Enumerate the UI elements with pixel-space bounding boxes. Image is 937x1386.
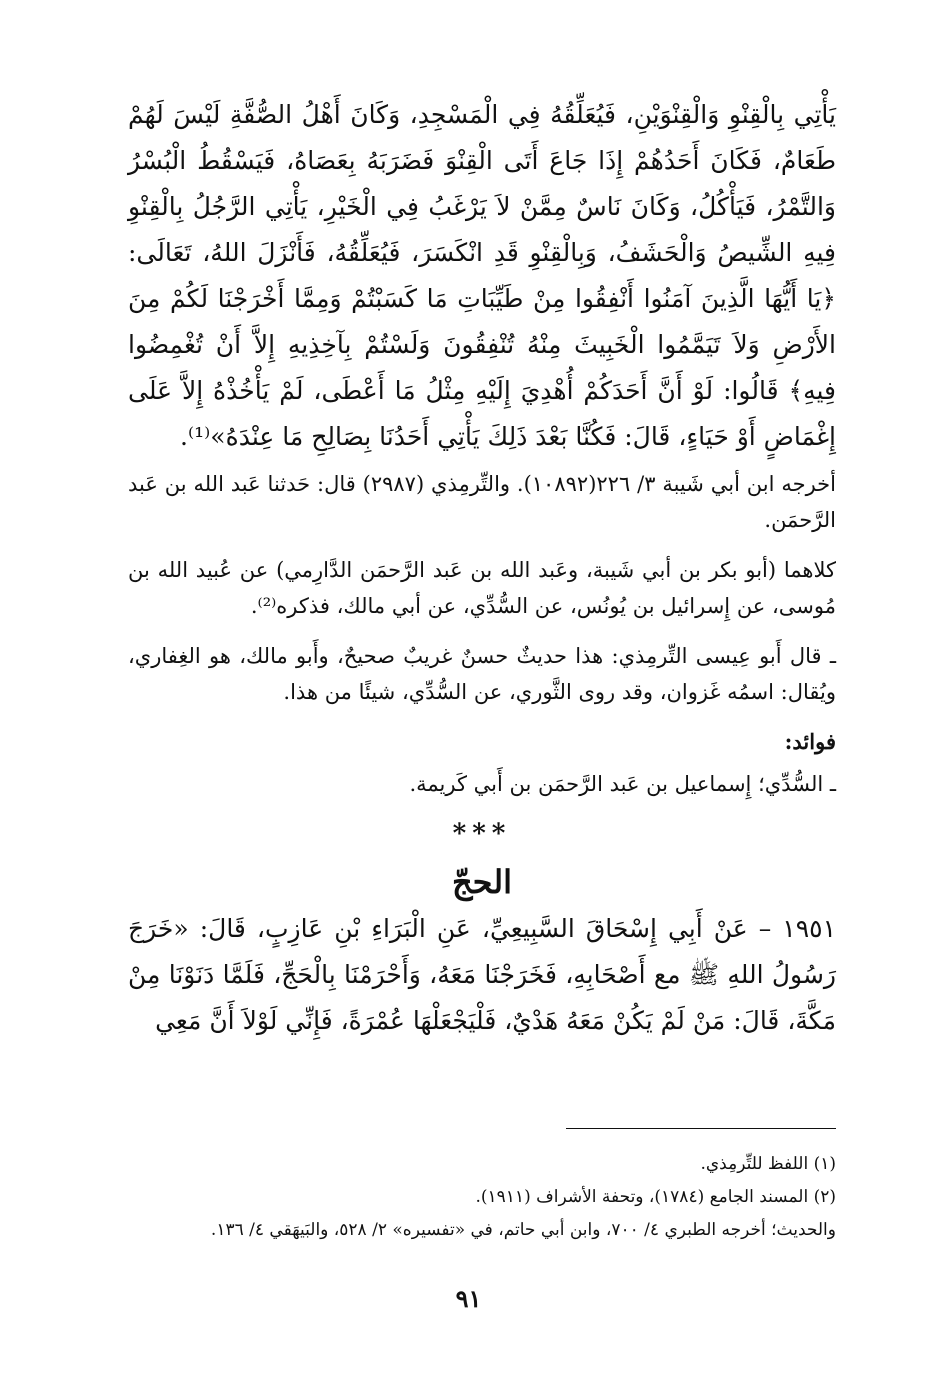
takhrij-paragraph: أخرجه ابن أبي شَيبة ٣/ ٢٢٦(١٠٨٩٢). والتِّرمِذي (٢٩٨٧) قال: حَدثنا عَبد الله بن عَبد الرَّحمَن.	[128, 472, 836, 532]
footnote-divider	[566, 1128, 836, 1129]
page-body	[128, 92, 836, 1044]
footnotes	[150, 1148, 836, 1247]
fawaid-item: ـ السُّدِّي؛ إِسماعيل بن عَبد الرَّحمَن بن أَبي كَريمة.	[409, 772, 836, 796]
tirmidhi-comment-paragraph: ـ قال أَبو عِيسى التِّرمِذي: هذا حديثٌ حسنٌ غريبٌ صحيحٌ، وأَبو مالك، هو الغِفاري، ويُقال: اسمُه غَزوان، وقد روى الثَّوري، عن السُّدِّي، شيئًا من هذا.	[128, 644, 836, 704]
section-separator: ***	[452, 819, 512, 849]
chapter-title: الحجّ	[452, 863, 512, 901]
footnote-2: (٢) المسند الجامع (١٧٨٤)، وتحفة الأشراف (١٩١١).	[475, 1187, 836, 1207]
footnote-2-continuation: والحديث؛ أخرجه الطبري ٤/ ٧٠٠، وابن أبي حاتم، في «تفسيره» ٢/ ٥٢٨، والبَيهَقي ٤/ ١٣٦.	[210, 1220, 836, 1240]
fawaid-heading: فوائد:	[784, 729, 836, 754]
page-number: ٩١	[455, 1284, 482, 1313]
hadith-1951-text: ١٩٥١ – عَنْ أَبِي إِسْحَاقَ السَّبِيعِيِّ، عَنِ الْبَرَاءِ بْنِ عَازِبٍ، قَالَ: «خَرَجَ رَسُولُ اللهِ ﷺ مع أَصْحَابِهِ، فَخَرَجْنَا مَعَهُ، وَأَحْرَمْنَا بِالْحَجِّ، فَلَمَّا دَنَوْنَا مِنْ مَكَّةَ، قَالَ: مَنْ لَمْ يَكُنْ مَعَهُ هَدْيٌ، فَلْيَجْعَلْهَا عُمْرَةً، فَإِنِّي لَوْلاَ أَنَّ مَعِي	[128, 914, 836, 1035]
takhrij-chain-paragraph: كلاهما (أبو بكر بن أبي شَيبة، وعَبد الله بن عَبد الرَّحمَن الدَّارِمي) عن عُبيد الله بن مُوسى، عن إِسرائيل بن يُونُس، عن السُّدِّي، عن أبي مالك، فذكره⁽²⁾.	[128, 558, 836, 618]
footnote-1: (١) اللفظ للتِّرمِذي.	[700, 1154, 836, 1174]
hadith-text-continuation: يَأْتِي بِالْقِنْوِ وَالْقِنْوَيْنِ، فَيُعَلِّقُهُ فِي الْمَسْجِدِ، وَكَانَ أَهْلُ الصُّفَّةِ لَيْسَ لَهُمْ طَعَامٌ، فَكَانَ أَحَدُهُمْ إِذَا جَاعَ أَتَى الْقِنْوَ فَضَرَبَهُ بِعَصَاهُ، فَيَسْقُطُ الْبُسْرُ وَالتَّمْرُ، فَيَأْكُلُ، وَكَانَ نَاسٌ مِمَّنْ لاَ يَرْغَبُ فِي الْخَيْرِ، يَأْتِي الرَّجُلُ بِالْقِنْوِ فِيهِ الشِّيصُ وَالْحَشَفُ، وَبِالْقِنْوِ قَدِ انْكَسَرَ، فَيُعَلِّقُهُ، فَأَنْزَلَ اللهُ، تَعَالَى: ﴿يَا أَيُّهَا الَّذِينَ آمَنُوا أَنْفِقُوا مِنْ طَيِّبَاتِ مَا كَسَبْتُمْ وَمِمَّا أَخْرَجْنَا لَكُمْ مِنَ الأَرْضِ وَلاَ تَيَمَّمُوا الْخَبِيثَ مِنْهُ تُنْفِقُونَ وَلَسْتُمْ بِآخِذِيهِ إِلاَّ أَنْ تُغْمِضُوا فِيهِ﴾ قَالُوا: لَوْ أَنَّ أَحَدَكُمْ أُهْدِيَ إِلَيْهِ مِثْلُ مَا أَعْطَى، لَمْ يَأْخُذْهُ إِلاَّ عَلَى إِغْمَاضٍ أَوْ حَيَاءٍ، قَالَ: فَكُنَّا بَعْدَ ذَلِكَ يَأْتِي أَحَدُنَا بِصَالِحِ مَا عِنْدَهُ»⁽¹⁾.	[128, 100, 836, 451]
